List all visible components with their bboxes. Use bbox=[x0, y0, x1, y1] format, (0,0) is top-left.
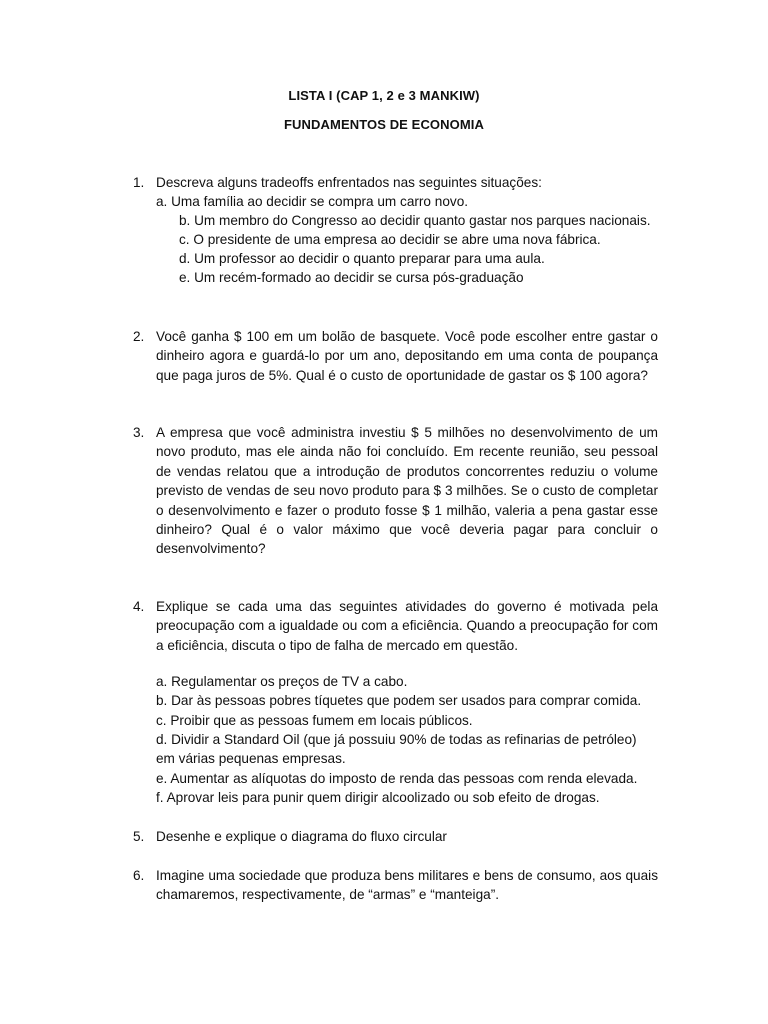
question-number: 3. bbox=[133, 425, 145, 440]
question-1-item-b: b. Um membro do Congresso ao decidir quanto gastar nos parques nacionais. bbox=[179, 213, 651, 228]
question-3 bbox=[133, 423, 658, 559]
question-1-item-c: c. O presidente de uma empresa ao decidir se abre uma nova fábrica. bbox=[179, 232, 601, 247]
question-number: 6. bbox=[133, 868, 145, 883]
question-4-item-d: d. Dividir a Standard Oil (que já possuiu 90% de todas as refinarias de petróleo) bbox=[156, 732, 637, 747]
question-1-item-a: a. Uma família ao decidir se compra um carro novo. bbox=[156, 194, 469, 209]
question-text: Descreva alguns tradeoffs enfrentados nas seguintes situações: bbox=[156, 175, 542, 190]
question-4-item-e: e. Aumentar as alíquotas do imposto de renda das pessoas com renda elevada. bbox=[156, 771, 638, 786]
question-number: 1. bbox=[133, 175, 145, 190]
question-6 bbox=[133, 866, 658, 905]
question-1 bbox=[133, 173, 658, 192]
question-text: Explique se cada uma das seguintes atividades do governo é motivada pela preocupação com a igualdade ou com a eficiência. Quando a preocupação for com a eficiência, discuta o tipo de falha de mercado em questão. bbox=[156, 599, 658, 653]
question-number: 5. bbox=[133, 829, 145, 844]
document-title: LISTA I (CAP 1, 2 e 3 MANKIW) bbox=[288, 88, 480, 103]
question-4-item-d-cont: em várias pequenas empresas. bbox=[156, 751, 346, 766]
question-4-item-f: f. Aprovar leis para punir quem dirigir alcoolizado ou sob efeito de drogas. bbox=[156, 790, 600, 805]
question-number: 2. bbox=[133, 329, 145, 344]
question-4-item-c: c. Proibir que as pessoas fumem em locais públicos. bbox=[156, 713, 473, 728]
question-4-item-a: a. Regulamentar os preços de TV a cabo. bbox=[156, 674, 408, 689]
question-2 bbox=[133, 327, 658, 385]
question-text: Você ganha $ 100 em um bolão de basquete. Você pode escolher entre gastar o dinheiro agora e guardá-lo por um ano, depositando em uma conta de poupança que paga juros de 5%. Qual é o custo de oportunidade de gastar os $ 100 agora? bbox=[156, 329, 658, 383]
question-1-item-d: d. Um professor ao decidir o quanto preparar para uma aula. bbox=[179, 251, 545, 266]
question-1-item-e: e. Um recém-formado ao decidir se cursa pós-graduação bbox=[179, 270, 524, 285]
question-5 bbox=[133, 827, 658, 846]
question-text: Desenhe e explique o diagrama do fluxo circular bbox=[156, 829, 447, 844]
question-text: A empresa que você administra investiu $ 5 milhões no desenvolvimento de um novo produto, mas ele ainda não foi concluído. Em recente reunião, seu pessoal de vendas relatou que a introdução de produtos concorrentes reduziu o volume previsto de vendas de seu novo produto para $ 3 milhões. Se o custo de completar o desenvolvimento e fazer o produto fosse $ 1 milhão, valeria a pena gastar esse dinheiro? Qual é o valor máximo que você deveria pagar para concluir o desenvolvimento? bbox=[156, 425, 658, 557]
question-4 bbox=[133, 597, 658, 655]
document-subtitle: FUNDAMENTOS DE ECONOMIA bbox=[284, 117, 484, 132]
question-4-item-b: b. Dar às pessoas pobres tíquetes que podem ser usados para comprar comida. bbox=[156, 693, 642, 708]
question-text: Imagine uma sociedade que produza bens militares e bens de consumo, aos quais chamaremos, respectivamente, de “armas” e “manteiga”. bbox=[156, 868, 658, 903]
question-number: 4. bbox=[133, 599, 145, 614]
